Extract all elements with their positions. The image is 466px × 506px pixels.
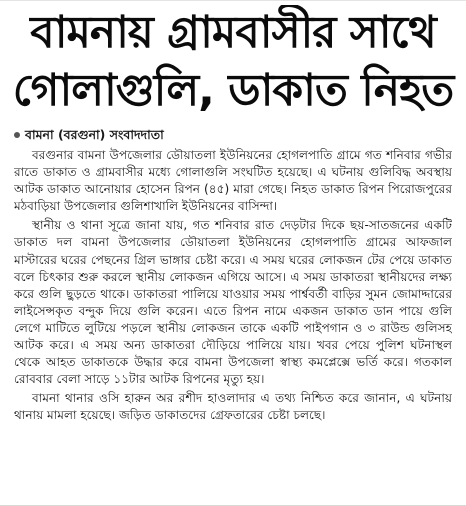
byline bbox=[14, 126, 454, 144]
paragraph-3: বামনা থানার ওসি হারুন অর রশীদ হাওলাদার এ তথ্য নিশ্চিত করে জানান, এ ঘটনায় থানায় মামলা হয়েছে। জড়িত ডাকাতদের গ্রেফতারের চেষ্টা চলছে। bbox=[14, 391, 452, 423]
paragraph-1: বরগুনার বামনা উপজেলার ডৌয়াতলা ইউনিয়নের হোগলপাতি গ্রামে গত শনিবার গভীর রাতে ডাকাত ও গ্রামবাসীর মধ্যে গোলাগুলি সংঘটিত হয়েছে। এ ঘটনায় গুলিবিদ্ধ অবস্থায় আটক ডাকাত আনোয়ার হোসেন রিপন (৪৫) মারা গেছে। নিহত ডাকাত রিপন পিরোজপুরের মঠবাড়িয়া উপজেলার গুলিশাখালি ইউনিয়নের বাসিন্দা। bbox=[14, 148, 452, 214]
paragraph-2: স্থানীয় ও থানা সূত্রে জানা যায়, গত শনিবার রাত দেড়টার দিকে ছয়-সাতজনের একটি ডাকাত দল বামনা উপজেলার ডৌয়াতলা ইউনিয়নের হোগলপাতি গ্রামের আফজাল মাস্টারের ঘরের পেছনের গ্রিল ভাঙ্গার চেষ্টা করে। এ সময় ঘরের লোকজন টের পেয়ে ডাকাত বলে চিৎকার শুরু করলে স্থানীয় লোকজন এগিয়ে আসে। এ সময় ডাকাতরা স্থানীয়দের লক্ষ্য করে গুলি ছুড়তে থাকে। ডাকাতরা পালিয়ে যাওয়ার সময় পার্শ্ববর্তী বাড়ির সুমন জোমাদ্দারের লাইসেন্সকৃত বন্দুক দিয়ে গুলি করেন। এতে রিপন নামে একজন ডাকাত ডান পায়ে গুলি লেগে মাটিতে লুটিয়ে পড়লে স্থানীয় লোকজন তাকে একটি পাইপগান ও ৩ রাউন্ড গুলিসহ আটক করে। এ সময় অন্য ডাকাতরা দৌড়িয়ে পালিয়ে যায়। খবর পেয়ে পুলিশ ঘটনাস্থল থেকে আহত ডাকাতকে উদ্ধার করে বামনা উপজেলা স্বাস্থ্য কমপ্লেক্সে ভর্তি করে। গতকাল রোববার বেলা সাড়ে ১১টার আটক রিপনের মৃত্যু হয়। bbox=[14, 218, 452, 387]
byline-text: বামনা (বরগুনা) সংবাদদাতা bbox=[25, 127, 164, 142]
headline-line-1: বামনায় গ্রামবাসীর সাথে bbox=[30, 7, 436, 58]
headline-line-2: গোলাগুলি, ডাকাত নিহত bbox=[12, 65, 454, 116]
bullet-icon bbox=[14, 132, 20, 138]
article-body bbox=[14, 147, 452, 503]
